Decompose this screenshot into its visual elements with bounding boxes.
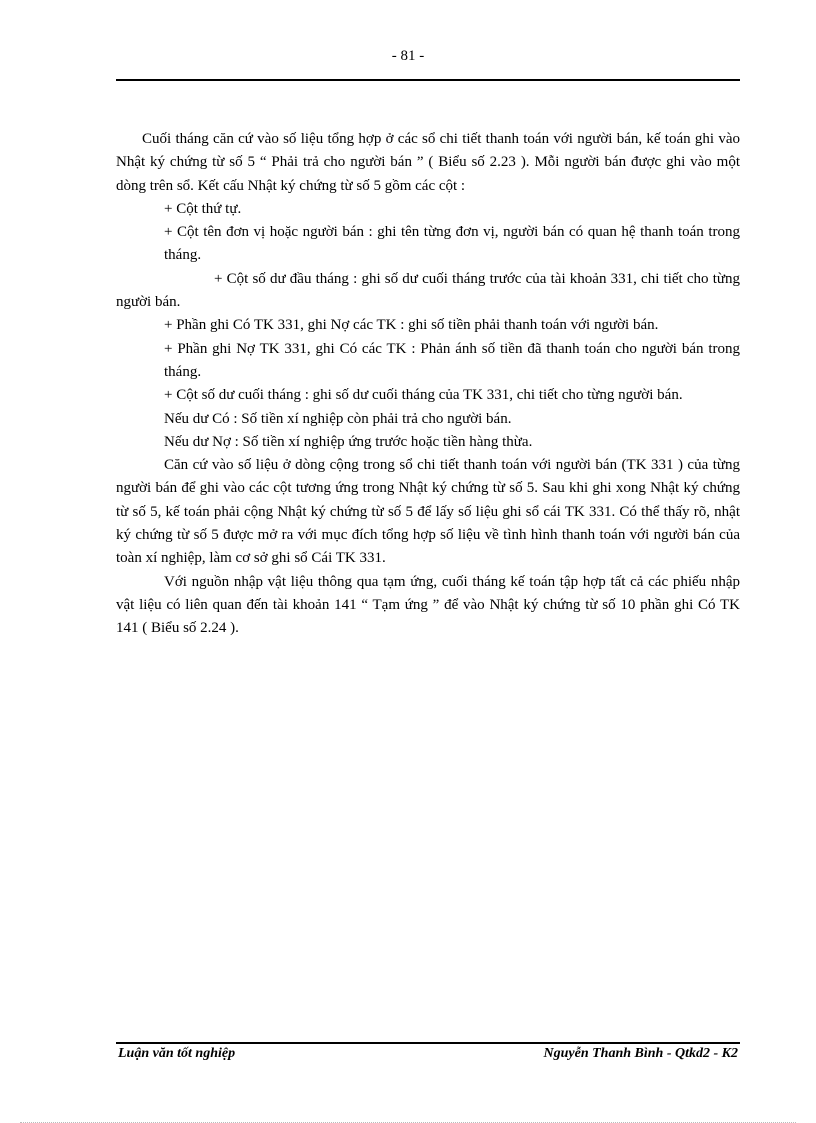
list-item-cot-so-du-dau-thang: + Cột số dư đầu tháng : ghi số dư cuối tháng trước của tài khoản 331, chi tiết cho từng người bán. [116,270,740,311]
list-item-cot-so-du-cuoi-thang: + Cột số dư cuối tháng : ghi số dư cuối tháng của TK 331, chi tiết cho từng người bán. [164,387,683,404]
list-item-phan-ghi-no: + Phần ghi Nợ TK 331, ghi Có các TK : Phản ánh số tiền đã thanh toán cho người bán trong tháng. [164,340,740,380]
list-item-phan-ghi-co: + Phần ghi Có TK 331, ghi Nợ các TK : ghi số tiền phải thanh toán với người bán. [164,317,659,334]
note-du-co: Nếu dư Có : Số tiền xí nghiệp còn phải trả cho người bán. [164,410,512,427]
page-number: - 81 - [391,48,425,64]
list-item-cot-ten-don-vi: + Cột tên đơn vị hoặc người bán : ghi tên từng đơn vị, người bán có quan hệ thanh toán trong tháng. [164,224,740,264]
paragraph-intro: Cuối tháng căn cứ vào số liệu tổng hợp ở các sổ chi tiết thanh toán với người bán, kế toán ghi vào Nhật ký chứng từ số 5 “ Phải trả cho người bán ” ( Biểu số 2.23 ). Mỗi người bán được ghi vào một dòng trên sổ. Kết cấu Nhật ký chứng từ số 5 gồm các cột : [116,131,740,194]
footer-author: Nguyễn Thanh Bình - Qtkd2 - K2 [543,1046,738,1061]
header-rule [116,79,740,81]
footer-rule [116,1042,740,1044]
footer-thesis-label: Luận văn tốt nghiệp [118,1046,236,1061]
document-body [116,128,740,641]
paragraph-tam-ung: Với nguồn nhập vật liệu thông qua tạm ứng, cuối tháng kế toán tập hợp tất cả các phiếu nhập vật liệu có liên quan đến tài khoản 141 “ Tạm ứng ” để vào Nhật ký chứng từ số 10 phần ghi Có TK 141 ( Biểu số 2.24 ). [116,573,740,637]
note-du-no: Nếu dư Nợ : Số tiền xí nghiệp ứng trước hoặc tiền hàng thừa. [164,433,533,450]
paragraph-can-cu: Căn cứ vào số liệu ở dòng cộng trong sổ chi tiết thanh toán với người bán (TK 331 ) của từng người bán để ghi vào các cột tương ứng trong Nhật ký chứng từ số 5. Sau khi ghi xong Nhật ký chứng từ số 5, kế toán phải cộng Nhật ký chứng từ số 5 để lấy số liệu ghi sổ cái TK 331. Có thể thấy rõ, nhật ký chứng từ số 5 được mở ra với mục đích tổng hợp số liệu về tình hình thanh toán với người bán của toàn xí nghiệp, làm cơ sở ghi sổ Cái TK 331. [116,457,740,567]
list-item-cot-thu-tu: + Cột thứ tự. [164,200,242,217]
